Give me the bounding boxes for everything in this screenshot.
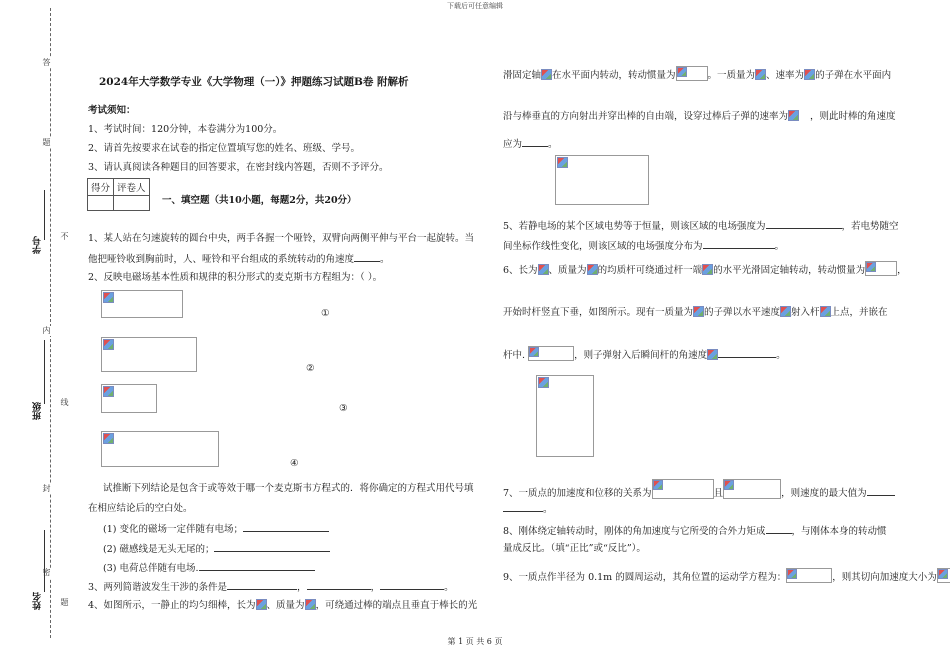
answer-blank[interactable] [199,561,315,571]
answer-blank[interactable] [243,522,329,532]
question-2-item: (1) 变化的磁场一定伴随有电场； [103,522,329,536]
equation-number: ③ [339,403,348,414]
class-line[interactable] [44,340,45,404]
formula-image-icon [820,306,831,317]
header-note: 下载后可任意编辑 [447,2,503,10]
exam-title: 2024年大学数学专业《大学物理（一）》押题练习试题B卷 附解析 [99,76,409,88]
answer-blank[interactable] [214,542,330,552]
image-placeholder-icon [103,386,114,397]
question-4-line-3: 沿与棒垂直的方向射出并穿出棒的自由端，设穿过棒后子弹的速率为 ，则此时棒的角速度 [503,111,896,122]
question-7-end: 。 [503,502,553,516]
answer-blank[interactable] [703,239,775,249]
question-3: 3、两列简谐波发生干涉的条件是 ， ， 。 [88,582,454,593]
formula-image-icon [804,69,815,80]
formula-image-icon [676,66,708,81]
seal-mark: 题 [60,598,69,608]
grader-cell[interactable] [114,196,150,211]
answer-blank[interactable] [503,502,543,512]
answer-blank[interactable] [380,580,444,590]
question-8-line-1: 8、刚体绕定轴转动时，刚体的角加速度与它所受的合外力矩成 ，与刚体本身的转动惯 [503,526,887,537]
formula-image-icon [541,69,552,80]
formula-image-icon [937,568,950,583]
equation-image [101,431,219,467]
formula-image-icon [538,264,549,275]
equation-number: ② [306,363,315,374]
score-table [87,178,150,211]
question-1-line-1: 1、某人站在匀速旋转的圆台中央，两手各握一个哑铃，双臂向两侧平伸与平台一起旋转。当 [88,233,475,244]
image-placeholder-icon [538,377,549,388]
question-1-line-2: 他把哑铃收到胸前时，人、哑铃和平台组成的系统转动的角速度 。 [88,254,390,265]
formula-image-icon [723,479,781,499]
question-5-line-1: 5、若静电场的某个区域电势等于恒量，则该区域的电场强度为 ，若电势随空 [503,221,899,232]
student-id-line[interactable] [44,190,45,240]
answer-blank[interactable] [766,524,792,534]
seal-dashed-line [50,8,51,638]
question-4-figure [555,155,649,205]
formula-image-icon [693,306,704,317]
formula-image-icon [707,349,718,360]
question-4-start: 4、如图所示，一静止的均匀细棒，长为 、质量为 ，可绕通过棒的端点且垂直于棒长的光 [88,600,478,611]
seal-mark: 线 [60,398,69,408]
formula-image-icon [305,599,316,610]
formula-image-icon [587,264,598,275]
seal-mark: 不 [60,232,69,242]
seal-mark: 密 [42,568,51,578]
image-placeholder-icon [557,157,568,168]
seal-mark: 封 [42,484,51,494]
question-2-item: (3) 电荷总伴随有电场. [103,561,315,575]
score-label: 得分 [88,179,114,196]
formula-image-icon [780,306,791,317]
question-8-line-2: 量成反比。（填“正比”或“反比”）。 [503,543,646,554]
question-2-instruction-1: 试推断下列结论是包含于或等效于哪一个麦克斯韦方程式的．将你确定的方程式用代号填 [103,483,474,494]
page-footer: 第 1 页 共 6 页 [447,637,503,646]
exam-note: 1、考试时间：120分钟，本卷满分为100分。 [88,124,283,135]
grader-label: 评卷人 [114,179,150,196]
formula-image-icon [786,568,832,583]
answer-blank[interactable] [354,252,380,262]
seal-mark: 内 [42,326,51,336]
equation-image [101,290,183,318]
question-7: 7、一质点的加速度和位移的关系为 且 ，则速度的最大值为 [503,479,895,500]
answer-blank[interactable] [718,348,776,358]
question-6-line-3: 杆中. ，则子弹射入后瞬间杆的角速度 。 [503,346,786,362]
question-6-line-1: 6、长为 、质量为 的均质杆可绕通过杆一端 的水平光滑固定轴转动，转动惯量为 ， [503,261,907,277]
answer-blank[interactable] [766,219,842,229]
question-4-line-4: 应为 。 [503,139,558,150]
equation-number: ④ [290,458,299,469]
answer-blank[interactable] [522,137,548,147]
question-6-line-2: 开始时杆竖直下垂，如图所示。现有一质量为 的子弹以水平速度 射入杆 上点，并嵌在 [503,307,888,318]
seal-mark: 题 [42,138,51,148]
equation-image [101,337,197,372]
question-2-instruction-2: 在相应结论后的空白处。 [88,503,193,514]
equation-image [101,384,157,413]
formula-image-icon [528,346,574,361]
question-2-item: (2) 磁感线是无头无尾的； [103,542,330,556]
section-heading: 一、填空题（共10小题，每题2分，共20分） [162,195,357,206]
name-label: 姓名 [33,592,43,610]
answer-blank[interactable] [867,486,895,496]
exam-note: 2、请首先按要求在试卷的指定位置填写您的姓名、班级、学号。 [88,143,361,154]
question-2: 2、反映电磁场基本性质和规律的积分形式的麦克斯韦方程组为：（ ）。 [88,272,383,283]
answer-blank[interactable] [227,580,297,590]
formula-image-icon [755,69,766,80]
question-6-figure [536,375,594,457]
image-placeholder-icon [103,339,114,350]
formula-image-icon [865,261,897,276]
name-line[interactable] [44,530,45,592]
question-9: 9、一质点作半径为 0.1m 的圆周运动，其角位置的运动学方程为： ，则其切向加速度大小为 [503,568,950,584]
class-label: 班级 [33,402,43,420]
formula-image-icon [702,264,713,275]
equation-number: ① [321,308,330,319]
exam-note: 3、请认真阅读各种题目的回答要求，在密封线内答题，否则不予评分。 [88,162,389,173]
question-4-line-2: 滑固定轴 在水平面内转动，转动惯量为 。一质量为 、速率为 的子弹在水平面内 [503,66,891,82]
formula-image-icon [652,479,714,499]
student-id-label: 学号 [33,236,43,254]
notes-heading: 考试须知： [88,105,136,116]
image-placeholder-icon [103,292,114,303]
image-placeholder-icon [103,433,114,444]
seal-mark: 答 [42,58,51,68]
formula-image-icon [256,599,267,610]
score-cell[interactable] [88,196,114,211]
answer-blank[interactable] [307,580,371,590]
formula-image-icon [788,110,810,121]
question-5-line-2: 间坐标作线性变化，则该区域的电场强度分布为 。 [503,241,785,252]
